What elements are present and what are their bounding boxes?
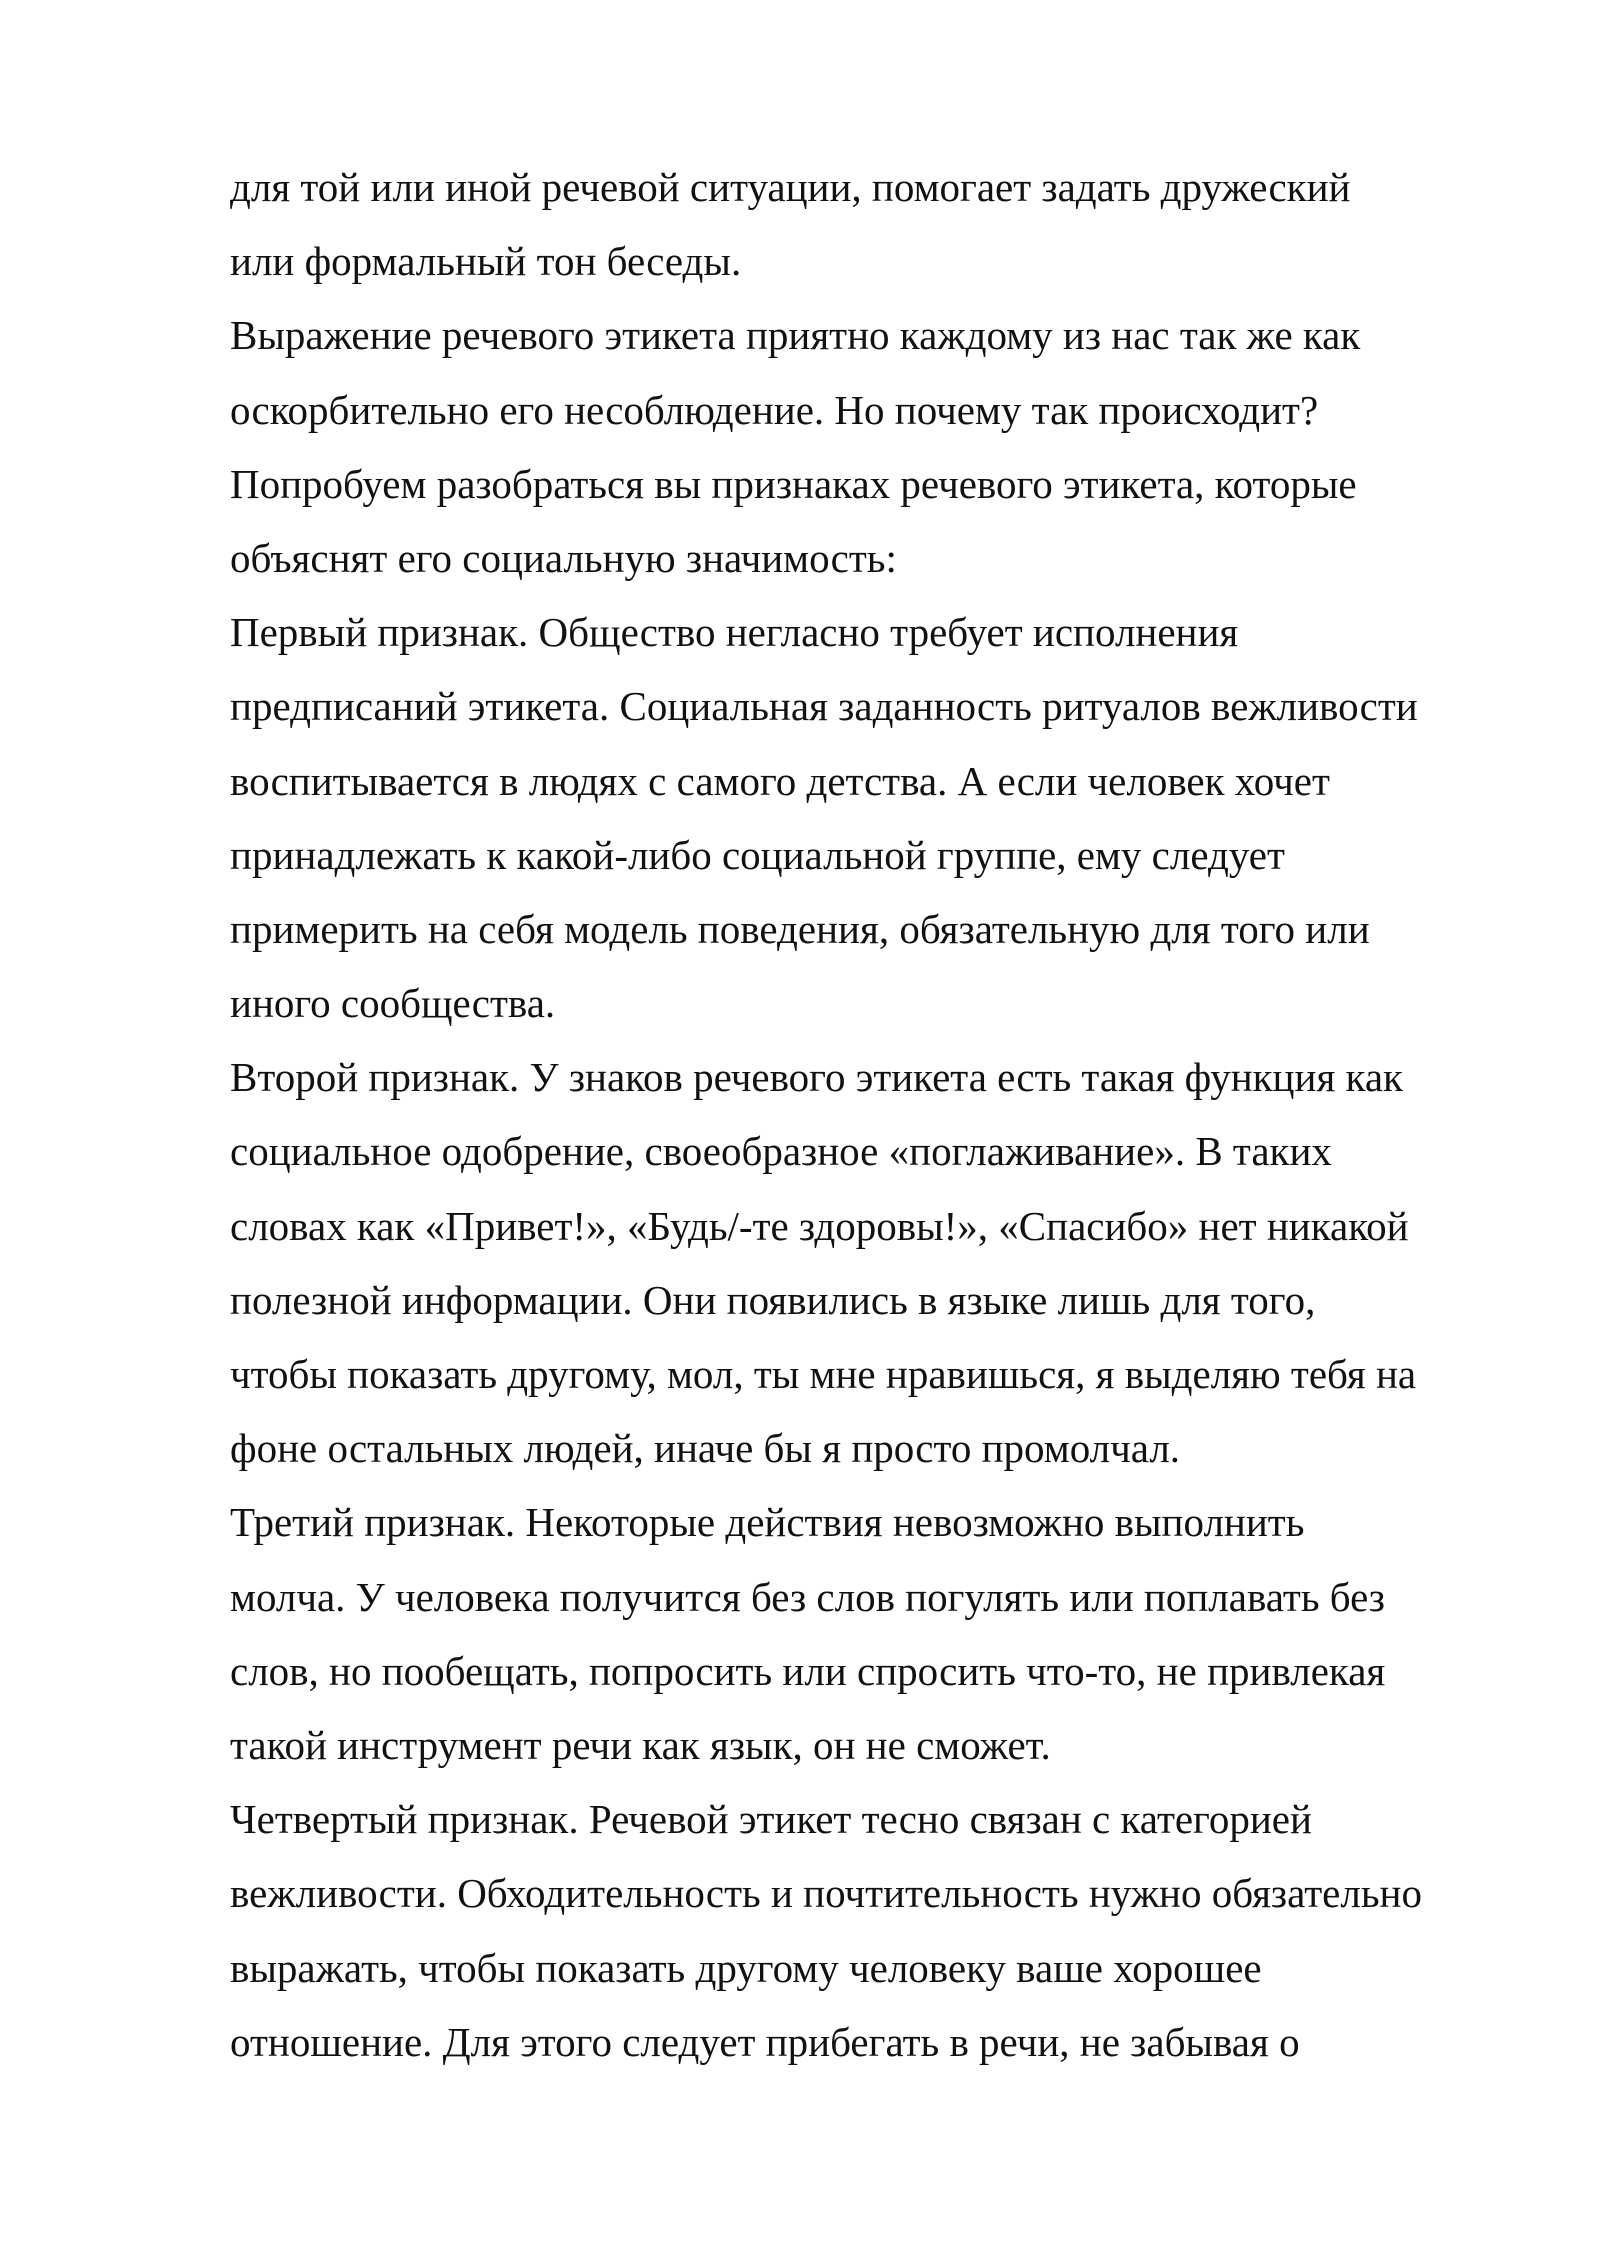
text-line: для той или иной речевой ситуации, помогает задать дружеский (230, 164, 1351, 210)
text-line: предписаний этикета. Социальная заданность ритуалов вежливости (230, 683, 1418, 730)
text-line: фоне остальных людей, иначе бы я просто промолчал. (230, 1425, 1181, 1472)
text-line: Третий признак. Некоторые действия невозможно выполнить (230, 1499, 1305, 1546)
text-line: Первый признак. Общество негласно требует исполнения (230, 609, 1239, 656)
text-line: иного сообщества. (230, 980, 556, 1027)
text-line: такой инструмент речи как язык, он не сможет. (230, 1721, 1051, 1768)
text-line: или формальный тон беседы. (230, 238, 742, 285)
text-line: вежливости. Обходительность и почтительность нужно обязательно (230, 1870, 1422, 1917)
text-line: принадлежать к какой-либо социальной группе, ему следует (230, 831, 1285, 878)
body-text (230, 150, 1550, 2079)
text-line: Второй признак. У знаков речевого этикета есть такая функция как (230, 1054, 1403, 1101)
text-line: Четвертый признак. Речевой этикет тесно связан с категорией (230, 1796, 1312, 1843)
text-line: отношение. Для этого следует прибегать в речи, не забывая о (230, 2018, 1300, 2065)
text-line: социальное одобрение, своеобразное «поглаживание». В таких (230, 1128, 1332, 1175)
text-line: оскорбительно его несоблюдение. Но почему так происходит? (230, 386, 1319, 433)
text-line: полезной информации. Они появились в языке лишь для того, (230, 1276, 1316, 1323)
text-line: Выражение речевого этикета приятно каждому из нас так же как (230, 312, 1361, 359)
text-line: примерить на себя модель поведения, обязательную для того или (230, 905, 1370, 952)
text-line: Попробуем разобраться вы признаках речевого этикета, которые (230, 460, 1357, 507)
text-line: молча. У человека получится без слов погулять или поплавать без (230, 1573, 1385, 1620)
text-line: чтобы показать другому, мол, ты мне нравишься, я выделяю тебя на (230, 1351, 1417, 1397)
text-line: воспитывается в людях с самого детства. А если человек хочет (230, 757, 1330, 804)
text-line: слов, но пообещать, попросить или спросить что-то, не привлекая (230, 1647, 1386, 1694)
text-line: объяснят его социальную значимость: (230, 534, 897, 581)
text-line: словах как «Привет!», «Будь/-те здоровы!», «Спасибо» нет никакой (230, 1202, 1409, 1249)
text-line: выражать, чтобы показать другому человеку ваше хорошее (230, 1944, 1262, 1991)
